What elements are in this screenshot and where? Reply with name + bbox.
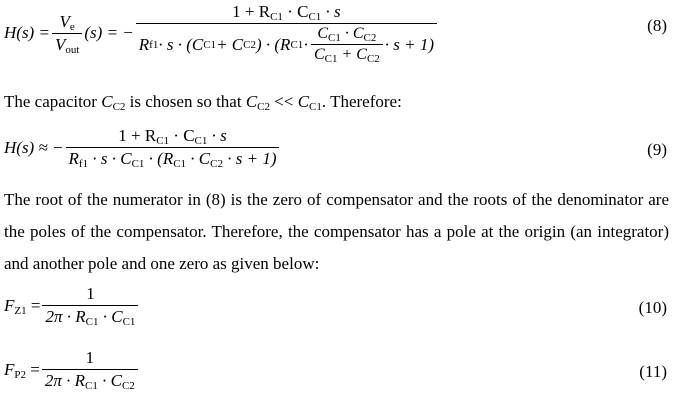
equation-8-number: (8) bbox=[647, 16, 667, 35]
eq9-numerator: $1 + R_{C1} \cdot C_{C1} \cdot s$ bbox=[118, 126, 227, 147]
equation-10-number: (10) bbox=[638, 298, 667, 317]
eq10-fraction: $\frac{1}{2\pi \cdot R_{C1} \cdot C_{C1}}$ bbox=[42, 284, 138, 327]
eq9-lhs: H(s) ≈ − bbox=[4, 137, 64, 157]
eq8-numerator: $1 + R_{C1} \cdot C_{C1} \cdot s$ bbox=[232, 2, 341, 23]
equation-9 bbox=[4, 126, 281, 169]
eq8-lhs: H(s) = bbox=[4, 23, 50, 42]
eq10-lhs: $F_{Z1}$ = bbox=[4, 295, 41, 317]
eq8-ratio-fraction: $\frac{V_e}{V_{out}}$ bbox=[52, 12, 82, 55]
eq11-fraction: $\frac{1}{2\pi \cdot R_{C1} \cdot C_{C2}}$ bbox=[42, 348, 138, 391]
eq8-main-fraction bbox=[136, 2, 437, 64]
paragraph-compensator: The root of the numerator in (8) is the zero of compensator and the roots of the denominator are the poles of the compensator. Therefore, the compensator has a pole at the origin (an integrator) and another pole and one zero as given below: bbox=[4, 190, 669, 273]
equation-10 bbox=[4, 284, 140, 327]
eq9-denominator: $R_{f1} \cdot s \cdot C_{C1} \cdot (R_{C1} \cdot C_{C2} \cdot s + 1)$ bbox=[66, 147, 280, 169]
eq8-denominator: R f1 · s · (C C1 + C C2 ) · (R C1 · $\frac{C_{C1} \cdot C_{C2}}{C_{C1} + C_{C2}}$ · s + 1) bbox=[136, 23, 437, 64]
equation-8 bbox=[4, 2, 439, 64]
eq8-mid: (s) = − bbox=[84, 23, 134, 42]
equation-11 bbox=[4, 348, 140, 391]
eq8-inner-fraction: $\frac{C_{C1} \cdot C_{C2}}{C_{C1} + C_{C2}}$ bbox=[311, 25, 383, 64]
eq9-fraction bbox=[66, 126, 280, 169]
paragraph-capacitor: The capacitor $C_{C2}$ is chosen so that $C_{C2} << C_{C1}$. Therefore: bbox=[4, 92, 402, 113]
equation-9-number: (9) bbox=[647, 140, 667, 159]
eq11-lhs: $F_{P2}$ = bbox=[4, 359, 40, 381]
equation-11-number: (11) bbox=[639, 362, 667, 381]
